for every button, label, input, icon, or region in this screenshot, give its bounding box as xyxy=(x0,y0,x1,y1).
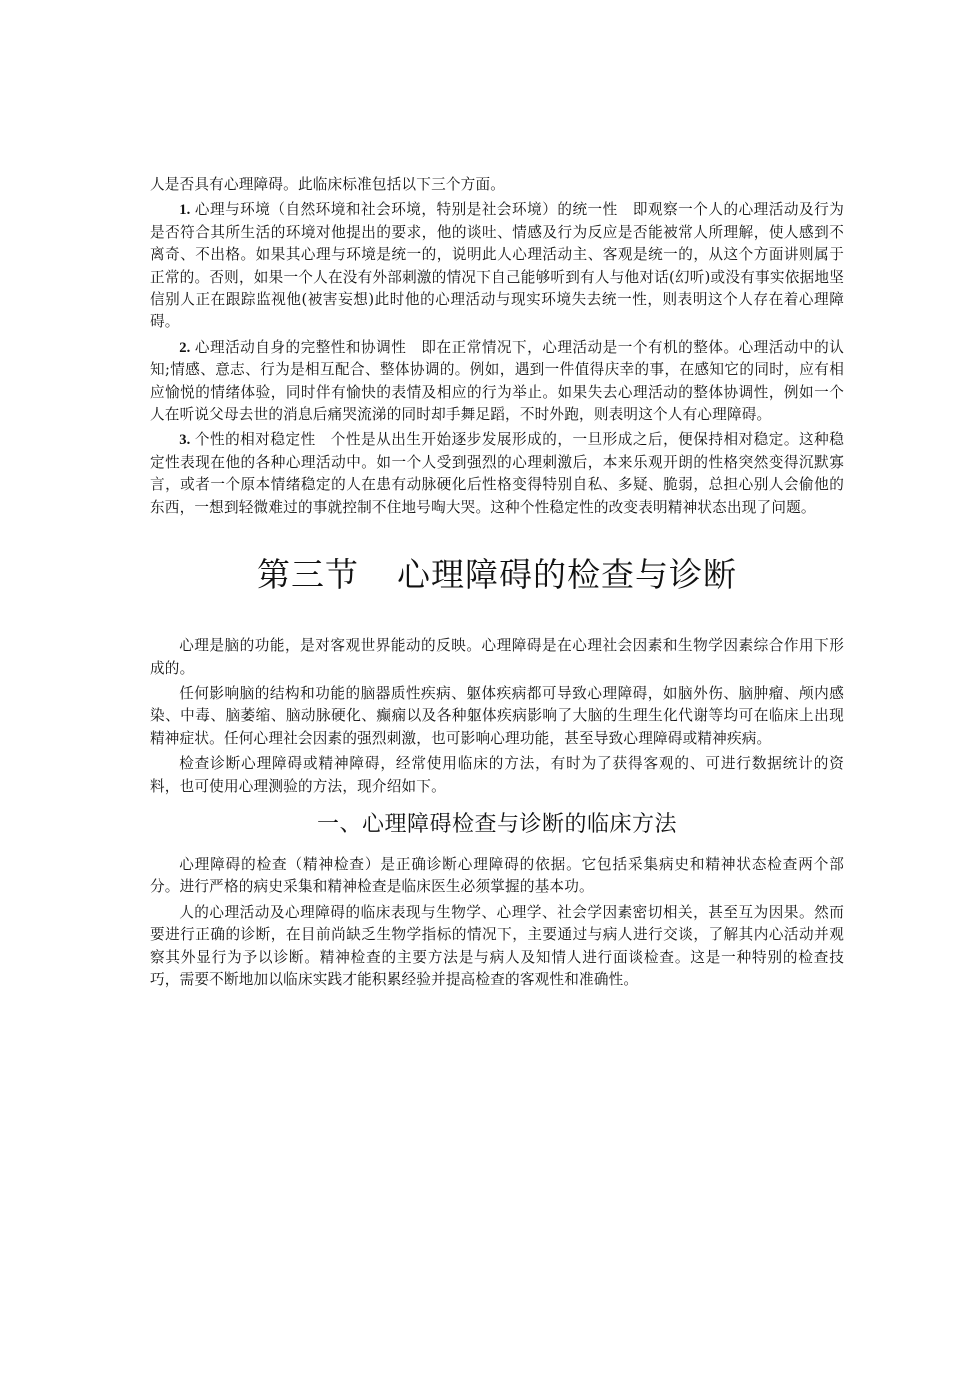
section-paragraph: 任何影响脑的结构和功能的脑器质性疾病、躯体疾病都可导致心理障碍，如脑外伤、脑肿瘤、颅内感染、中毒、脑萎缩、脑动脉硬化、癫痫以及各种躯体疾病影响了大脑的生理生化代谢等均可在临床上出现精神症状。任何心理社会因素的强烈刺激，也可影响心理功能，甚至导致心理障碍或精神疾病。 xyxy=(150,684,844,747)
criterion-number: 3. xyxy=(179,432,191,449)
intro-line: 人是否具有心理障碍。此临床标准包括以下三个方面。 xyxy=(150,176,506,193)
criterion-1 xyxy=(150,199,844,333)
section-paragraph: 心理是脑的功能，是对客观世界能动的反映。心理障碍是在心理社会因素和生物学因素综合作用下形成的。 xyxy=(150,637,844,677)
section-paragraph: 检查诊断心理障碍或精神障碍，经常使用临床的方法，有时为了获得客观的、可进行数据统计的资料，也可使用心理测验的方法，现介绍如下。 xyxy=(150,755,844,795)
document-page xyxy=(150,174,844,991)
section-title: 心理障碍的检查与诊断 xyxy=(397,555,737,595)
criterion-2 xyxy=(150,337,844,427)
section-number: 第三节 xyxy=(257,555,359,595)
criterion-number: 2. xyxy=(179,339,191,356)
criterion-text: 心理活动自身的完整性和协调性 即在正常情况下，心理活动是一个有机的整体。心理活动中的认知;情感、意志、行为是相互配合、整体协调的。例如，遇到一件值得庆幸的事，在感知它的同时，应有相应愉悦的情绪体验，同时伴有愉快的表情及相应的行为举止。如果失去心理活动的整体协调性，例如一个人在听说父母去世的消息后痛哭流涕的同时却手舞足蹈，不时外跑，则表明这个人有心理障碍。 xyxy=(150,338,844,424)
subsection-paragraph: 人的心理活动及心理障碍的临床表现与生物学、心理学、社会学因素密切相关，甚至互为因果。然而要进行正确的诊断，在目前尚缺乏生物学指标的情况下，主要通过与病人进行交谈，了解其内心活动并观察其外显行为予以诊断。精神检查的主要方法是与病人及知情人进行面谈检查。这是一种特别的检查技巧，需要不断地加以临床实践才能积累经验并提高检查的客观性和准确性。 xyxy=(150,903,844,988)
subsection-heading: 一、心理障碍检查与诊断的临床方法 xyxy=(316,811,677,837)
criterion-text: 个性的相对稳定性 个性是从出生开始逐步发展形成的，一旦形成之后，便保持相对稳定。这种稳定性表现在他的各种心理活动中。如一个人受到强烈的心理刺激后，本来乐观开朗的性格突然变得沉默寡言，或者一个原本情绪稳定的人在患有动脉硬化后性格变得特别自私、多疑、脆弱，总担心别人会偷他的东西，一想到轻微难过的事就控制不住地号啕大哭。这种个性稳定性的改变表明精神状态出现了问题。 xyxy=(150,431,844,516)
criterion-3 xyxy=(150,429,844,519)
criterion-number: 1. xyxy=(179,202,191,219)
subsection-paragraph: 心理障碍的检查（精神检查）是正确诊断心理障碍的依据。它包括采集病史和精神状态检查两个部分。进行严格的病史采集和精神检查是临床医生必须掌握的基本功。 xyxy=(150,855,844,896)
criterion-text: 心理与环境（自然环境和社会环境，特别是社会环境）的统一性 即观察一个人的心理活动及行为是否符合其所生活的环境对他提出的要求，他的谈吐、情感及行为反应是否能被常人所理解，使人感到不离奇、不出格。如果其心理与环境是统一的，说明此人心理活动主、客观是统一的，从这个方面讲则属于正常的。否则，如果一个人在没有外部刺激的情况下自己能够听到有人与他对话(幻听)或没有事实依据地坚信别人正在跟踪监视他(被害妄想)此时他的心理活动与现实环境失去统一性，则表明这个人存在着心理障碍。 xyxy=(150,201,844,331)
section-heading xyxy=(150,553,844,597)
